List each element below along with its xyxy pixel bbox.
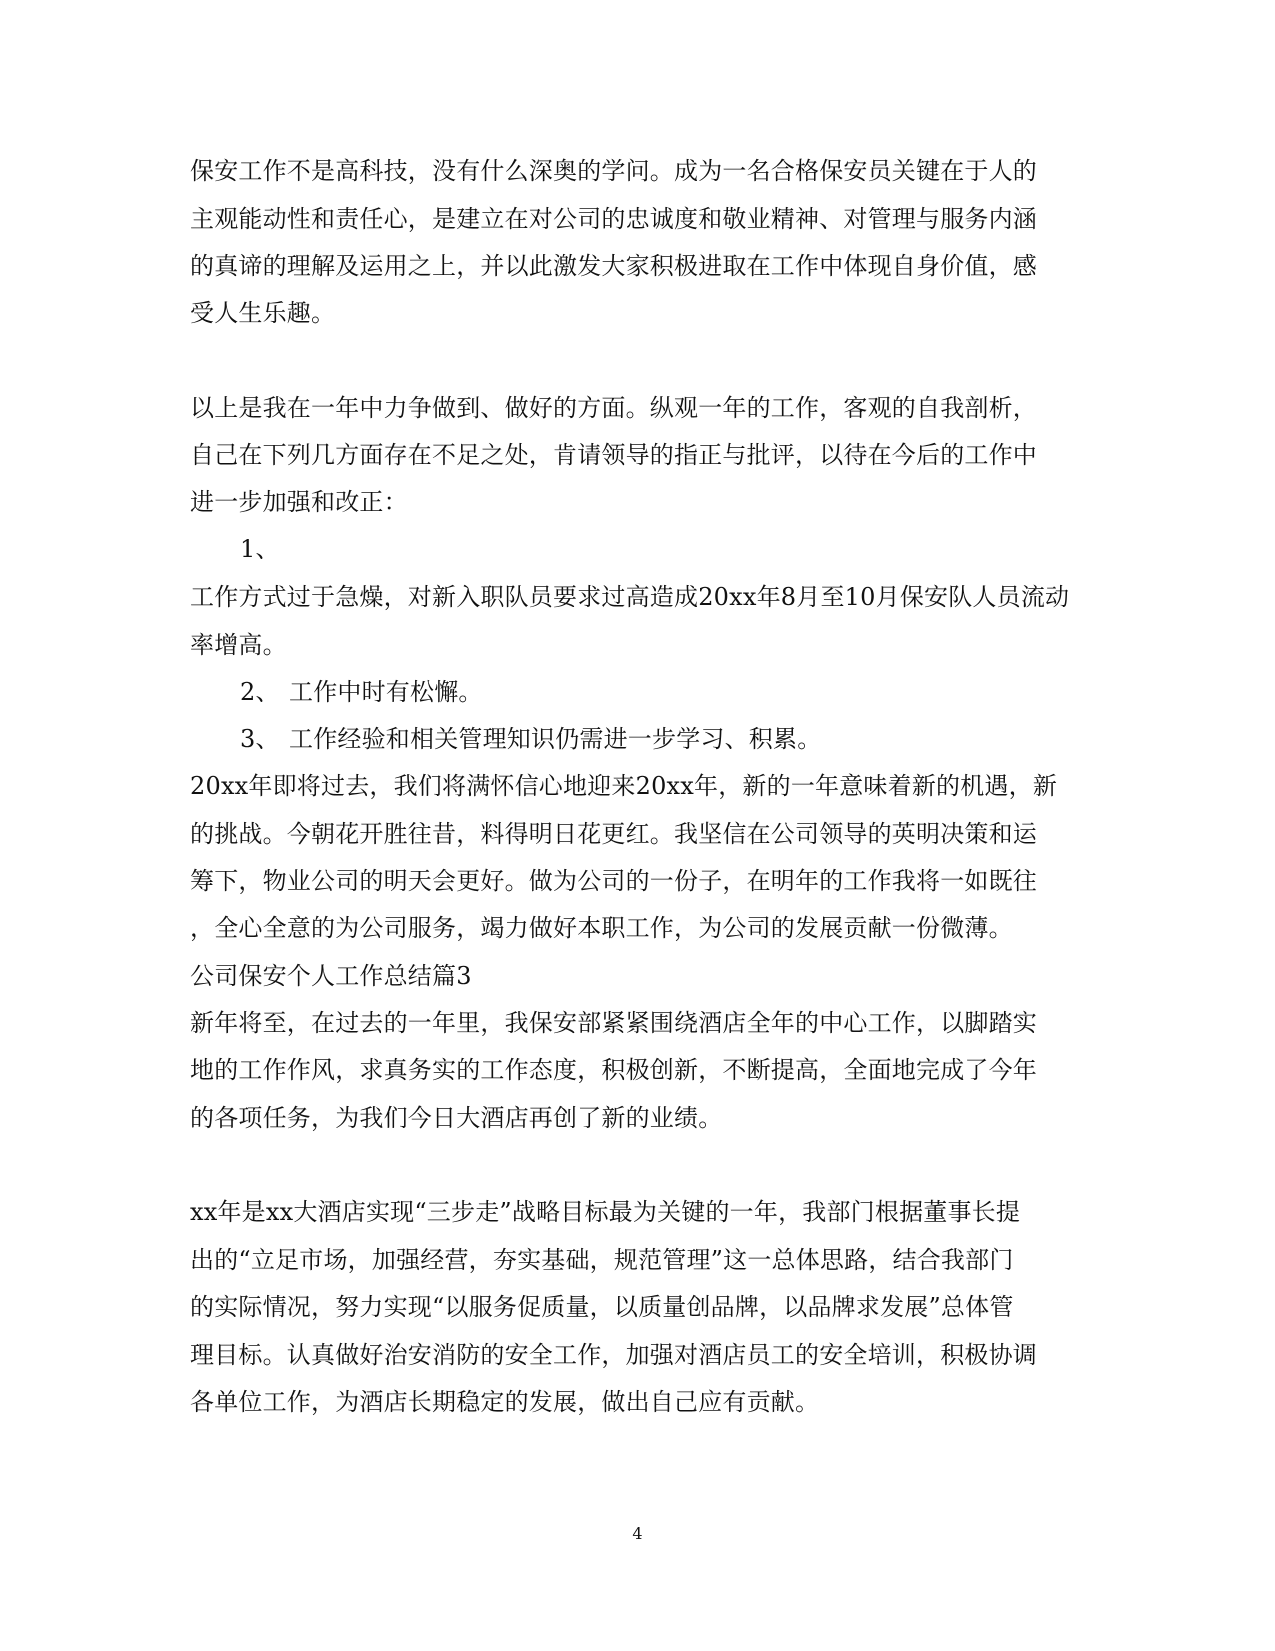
paragraph-5-line-5: 各单位工作，为酒店长期稳定的发展，做出自己应有贡献。 [190,1388,820,1416]
page-number: 4 [632,1524,643,1543]
section-heading: 公司保安个人工作总结篇3 [190,962,472,990]
paragraph-4-line-3: 的各项任务，为我们今日大酒店再创了新的业绩。 [190,1104,723,1132]
list-item-2-text: 工作中时有松懈。 [289,678,483,706]
list-item-2-number: 2、 [240,678,280,706]
paragraph-3-line-3: 筹下，物业公司的明天会更好。做为公司的一份子，在明年的工作我将一如既往 [190,867,1037,895]
list-item-1-line-1: 工作方式过于急燥，对新入职队员要求过高造成20xx年8月至10月保安队人员流动 [190,583,1070,611]
paragraph-3-line-4: ，全心全意的为公司服务，竭力做好本职工作，为公司的发展贡献一份微薄。 [190,914,1013,942]
paragraph-5-line-4: 理目标。认真做好治安消防的安全工作，加强对酒店员工的安全培训，积极协调 [190,1341,1037,1369]
paragraph-1-line-1: 保安工作不是高科技，没有什么深奥的学问。成为一名合格保安员关键在于人的 [190,157,1037,185]
paragraph-5-line-3: 的实际情况，努力实现“以服务促质量，以质量创品牌，以品牌求发展”总体管 [190,1293,1014,1321]
paragraph-3-line-1: 20xx年即将过去，我们将满怀信心地迎来20xx年，新的一年意味着新的机遇，新 [190,772,1058,800]
paragraph-5-line-1: xx年是xx大酒店实现“三步走”战略目标最为关键的一年，我部门根据董事长提 [190,1198,1021,1226]
paragraph-3-line-2: 的挑战。今朝花开胜往昔，料得明日花更红。我坚信在公司领导的英明决策和运 [190,820,1037,848]
paragraph-5-line-2: 出的“立足市场，加强经营，夯实基础，规范管理”这一总体思路，结合我部门 [190,1246,1014,1274]
list-item-3-text: 工作经验和相关管理知识仍需进一步学习、积累。 [289,725,822,753]
paragraph-2-line-2: 自己在下列几方面存在不足之处，肯请领导的指正与批评，以待在今后的工作中 [190,441,1037,469]
list-item-3-number: 3、 [240,725,280,753]
list-item-1-line-2: 率增高。 [190,631,287,659]
paragraph-4-line-1: 新年将至，在过去的一年里，我保安部紧紧围绕酒店全年的中心工作，以脚踏实 [190,1009,1037,1037]
list-item-1-number: 1、 [240,535,280,563]
paragraph-2-line-3: 进一步加强和改正： [190,488,408,516]
paragraph-2-line-1: 以上是我在一年中力争做到、做好的方面。纵观一年的工作，客观的自我剖析， [190,394,1037,422]
paragraph-1-line-2: 主观能动性和责任心，是建立在对公司的忠诚度和敬业精神、对管理与服务内涵 [190,205,1037,233]
paragraph-4-line-2: 地的工作作风，求真务实的工作态度，积极创新，不断提高，全面地完成了今年 [190,1056,1037,1084]
paragraph-1-line-3: 的真谛的理解及运用之上，并以此激发大家积极进取在工作中体现自身价值，感 [190,252,1037,280]
paragraph-1-line-4: 受人生乐趣。 [190,299,336,327]
